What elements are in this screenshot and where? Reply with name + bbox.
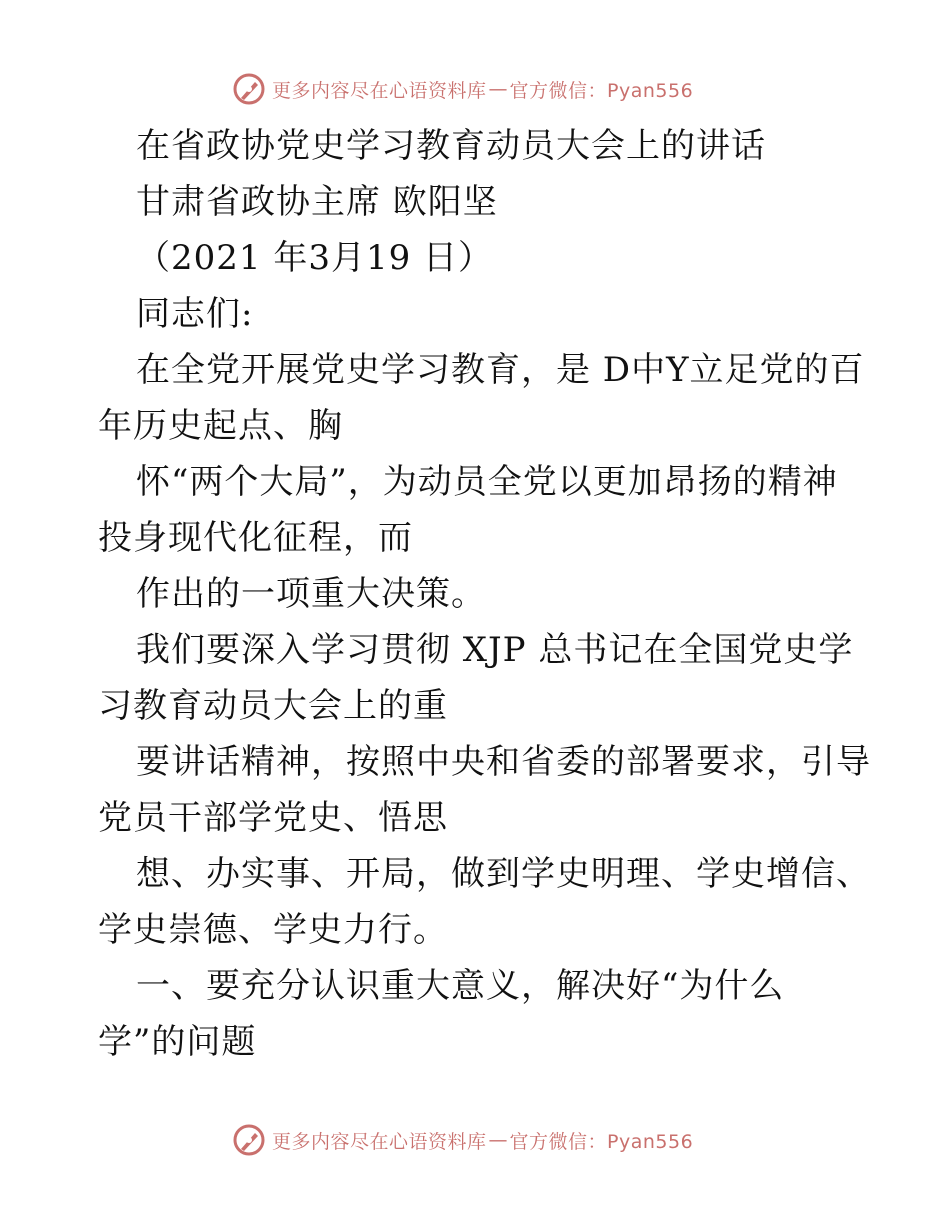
- watermark-separator: —: [488, 78, 508, 100]
- pen-in-circle-icon: [232, 72, 266, 106]
- watermark-official: 官方微信：Pyan556: [509, 1130, 694, 1153]
- watermark-separator: —: [488, 1129, 508, 1151]
- paragraph-line: 作出的一项重大决策。: [136, 574, 486, 614]
- paragraph-line: 学史崇德、学史力行。: [98, 910, 448, 950]
- paragraph-line: 怀“两个大局”，为动员全党以更加昂扬的精神: [136, 462, 838, 502]
- paragraph-line: 党员干部学党史、悟思: [98, 798, 448, 838]
- section-heading: 一、要充分认识重大意义，解决好“为什么: [136, 966, 785, 1006]
- header-watermark: [232, 72, 693, 106]
- watermark-text: 更多内容尽在心语资料库: [272, 79, 487, 102]
- pen-in-circle-icon: [232, 1123, 266, 1157]
- paragraph-line: 想、办实事、开局，做到学史明理、学史增信、: [136, 854, 871, 894]
- paragraph-line: 要讲话精神，按照中央和省委的部署要求，引导: [136, 742, 871, 782]
- paragraph-line: 年历史起点、胸: [98, 406, 343, 446]
- document-title: 在省政协党史学习教育动员大会上的讲话: [136, 126, 766, 166]
- paragraph-line: 习教育动员大会上的重: [98, 686, 448, 726]
- footer-watermark: [232, 1123, 693, 1157]
- paragraph-line: 投身现代化征程，而: [98, 518, 413, 558]
- paragraph-line: 我们要深入学习贯彻 XJP 总书记在全国党史学: [136, 630, 854, 670]
- salutation: 同志们:: [136, 294, 254, 334]
- watermark-text: 更多内容尽在心语资料库: [272, 1130, 487, 1153]
- watermark-official: 官方微信：Pyan556: [509, 79, 694, 102]
- document-date: （2021 年3月19 日）: [136, 238, 494, 278]
- section-heading-continued: 学”的问题: [98, 1022, 257, 1062]
- document-author: 甘肃省政协主席 欧阳坚: [136, 182, 498, 222]
- paragraph-line: 在全党开展党史学习教育，是 D中Y立足党的百: [136, 350, 865, 390]
- document-body: [98, 118, 871, 1070]
